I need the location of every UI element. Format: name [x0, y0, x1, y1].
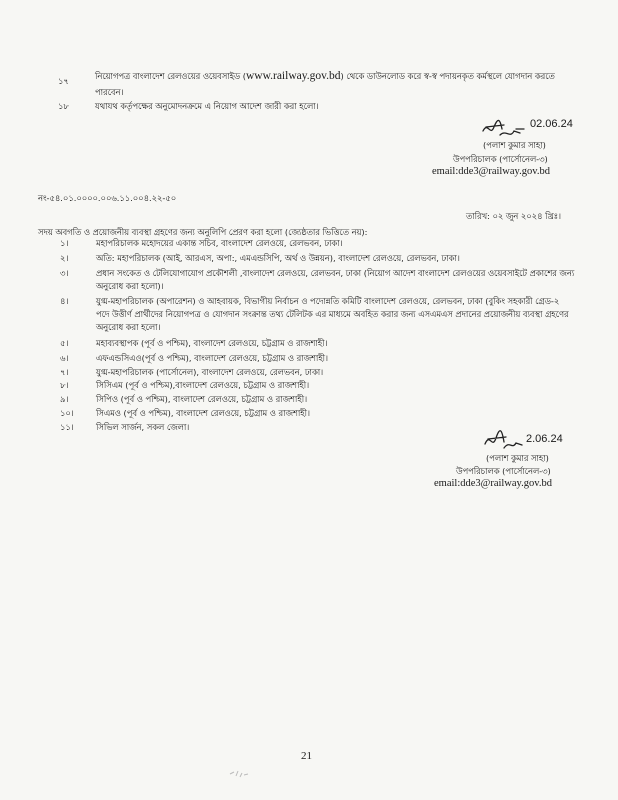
copy-item-text-cont: অনুরোধ করা হলো। — [96, 322, 161, 332]
copy-item-number: ৮। — [60, 380, 69, 390]
item-number: ১৭ — [58, 76, 69, 86]
copy-item-number: ৩। — [60, 268, 69, 278]
copy-item-number: ২। — [60, 253, 69, 263]
signatory-designation: উপপরিচালক (পার্সোনেল-৩) — [456, 466, 551, 476]
copy-item-text: মহাব্যবস্থাপক (পূর্ব ও পশ্চিম), বাংলাদেশ রেলওয়ে, চট্টগ্রাম ও রাজশাহী। — [96, 338, 328, 348]
copy-item-text: সিভিল সার্জন, সকল জেলা। — [96, 422, 190, 432]
copy-item-text: সিপিও (পূর্ব ও পশ্চিম), বাংলাদেশ রেলওয়ে, চট্টগ্রাম ও রাজশাহী। — [96, 394, 308, 404]
copy-item-text-cont: পদে উত্তীর্ণ প্রার্থীদের নিয়োগপত্র ও যোগদান সংক্রান্ত তথ্য টেলিটক এর মাধ্যমে অবহিত করার জন্য এসএমএস প্রদানের প্রয়োজনীয় ব্যবস্থা গ্রহণের — [96, 309, 569, 319]
copy-item-text-cont: অনুরোধ করা হলো)। — [96, 281, 164, 291]
copy-item-text: অতি: মহাপরিচালক (আই, আরএস, অপা:, এমএন্ডসিপি, অর্থ ও উন্নয়ন), বাংলাদেশ রেলওয়ে, রেলভবন, ঢাকা। — [96, 253, 460, 263]
copy-item-number: ১১। — [60, 422, 74, 432]
copy-item-text: মহাপরিচালক মহোদয়ের একান্ত সচিব, বাংলাদেশ রেলওয়ে, রেলভবন, ঢাকা। — [96, 238, 343, 248]
item-17-text-pre: নিয়োগপত্র বাংলাদেশ রেলওয়ের ওয়েবসাইড ( — [95, 71, 246, 81]
item-17-text — [95, 70, 595, 84]
copy-item-text: যুগ্ম-মহাপরিচালক (অপারেশন) ও আহবায়ক, বিভাগীয় নির্বাচন ও পদোন্নতি কমিটি বাংলাদেশ রেলওয়ে, রেলভবন, ঢাকা (বুকিং সহকারী গ্রেড-২ — [96, 296, 560, 306]
copy-item-number: ৬। — [60, 353, 69, 363]
signatory-name: (পলাশ কুমার সাহা) — [486, 453, 549, 463]
copy-intro: সদয় অবগতি ও প্রয়োজনীয় ব্যবস্থা গ্রহণের জন্য অনুলিপি প্রেরণ করা হলো (জ্যেষ্ঠতার ভিত্তিতে নয়): — [38, 227, 368, 237]
signatory-name: (পলাশ কুমার সাহা) — [483, 140, 546, 150]
copy-item-text: প্রধান সংকেত ও টেলিযোগাযোগ প্রকৌশলী ,বাংলাদেশ রেলওয়ে, রেলভবন, ঢাকা (নিয়োগ আদেশ বাংলাদেশ রেলওয়ের ওয়েবসাইটে প্রকাশের জন্য — [96, 268, 575, 278]
signatory-designation: উপপরিচালক (পার্সোনেল-৩) — [453, 154, 548, 164]
copy-item-number: ৯। — [60, 394, 69, 404]
page-number: 21 — [301, 750, 312, 762]
copy-item-text: এফএন্ডসিএও(পূর্ব ও পশ্চিম), বাংলাদেশ রেলওয়ে, চট্টগ্রাম ও রাজশাহী। — [96, 353, 329, 363]
memo-date: তারিখ: ০২ জুন ২০২৪ খ্রিঃ। — [466, 211, 562, 221]
copy-item-number: ৫। — [60, 338, 69, 348]
copy-item-text: যুগ্ম-মহাপরিচালক (পার্সোনেল), বাংলাদেশ রেলওয়ে, রেলভবন, ঢাকা। — [96, 367, 324, 377]
item-17-text-line2: পারবেন। — [95, 87, 124, 97]
copy-item-number: ৭। — [60, 367, 69, 377]
copy-item-number: ৪। — [60, 296, 69, 306]
signatory-email: email:dde3@railway.gov.bd — [434, 478, 552, 489]
item-number: ১৮ — [58, 101, 69, 111]
memo-number: নং-৫৪.০১.০০০০.০০৬.১১.০০৪.২২-৫০ — [38, 193, 177, 203]
signature-1-date: 02.06.24 — [530, 118, 573, 130]
item-17-text-post: ) থেকে ডাউনলোড করে স্ব-স্ব পদায়নকৃত কর্মস্থলে যোগদান করতে — [340, 71, 555, 81]
signatory-email: email:dde3@railway.gov.bd — [432, 166, 550, 177]
railway-website-link: www.railway.gov.bd — [245, 70, 341, 82]
scan-artifact — [228, 768, 252, 782]
copy-item-text: সিএমও (পূর্ব ও পশ্চিম), বাংলাদেশ রেলওয়ে, চট্টগ্রাম ও রাজশাহী। — [96, 408, 310, 418]
signature-2-date: 2.06.24 — [526, 433, 563, 445]
copy-item-text: সিসিএম (পূর্ব ও পশ্চিম),বাংলাদেশ রেলওয়ে, চট্টগ্রাম ও রাজশাহী। — [96, 380, 310, 390]
item-18-text: যথাযথ কর্তৃপক্ষের অনুমোদনক্রমে এ নিয়োগ আদেশ জারী করা হলো। — [95, 101, 319, 111]
copy-item-number: ১০। — [60, 408, 74, 418]
copy-item-number: ১। — [60, 238, 69, 248]
